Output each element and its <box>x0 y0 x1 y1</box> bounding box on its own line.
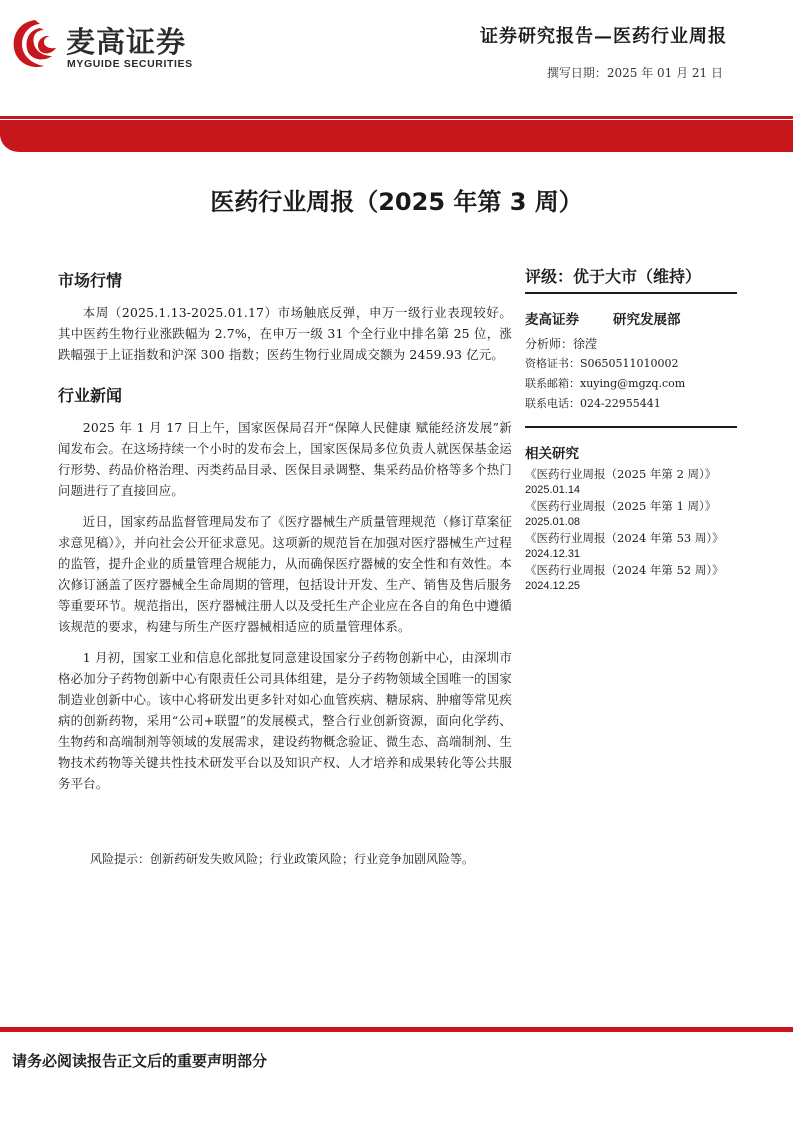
related-research-item[interactable] <box>525 498 737 530</box>
news-paragraph: 近日，国家药品监督管理局发布了《医疗器械生产质量管理规范（修订草案征求意见稿）》，并向社会公开征求意见。这项新的规范旨在加强对医疗器械生产过程的监管，提升企业的质量管理合规能力，从而确保医疗器械的安全性和有效性。本次修订涵盖了医疗器械全生命周期的管理，包括设计开发、生产、销售及售后服务等重要环节。规范指出，医疗器械注册人以及受托生产企业应在各自的角色中遵循该规范的要求，构建与所生产医疗器械相适应的质量管理体系。 <box>58 514 512 634</box>
divider <box>525 426 737 428</box>
department-name: 研究发展部 <box>613 312 681 328</box>
related-title[interactable]: 《医药行业周报（2024 年第 52 周）》 <box>525 563 724 577</box>
divider <box>525 292 737 294</box>
related-date: 2024.12.25 <box>525 580 581 592</box>
contact-phone: 联系电话：024-22955441 <box>525 397 661 410</box>
disclaimer-notice: 请务必阅读报告正文后的重要声明部分 <box>12 1052 268 1070</box>
risk-warning: 风险提示：创新药研发失败风险；行业政策风险；行业竞争加剧风险等。 <box>90 852 475 866</box>
contact-email[interactable]: 联系邮箱：xuying@mgzq.com <box>525 377 686 390</box>
logo-chinese-name: 麦高证券 <box>66 25 187 59</box>
related-title[interactable]: 《医药行业周报（2025 年第 1 周）》 <box>525 499 717 513</box>
report-date: 撰写日期：2025 年 01 月 21 日 <box>546 66 723 80</box>
related-research-item[interactable] <box>525 562 737 594</box>
related-date: 2025.01.14 <box>525 484 581 496</box>
related-date: 2024.12.31 <box>525 548 581 560</box>
related-research-heading: 相关研究 <box>525 446 579 462</box>
sidebar <box>525 262 737 594</box>
logo <box>10 14 220 76</box>
analyst: 分析师：徐滢 <box>525 337 598 351</box>
related-title[interactable]: 《医药行业周报（2025 年第 2 周）》 <box>525 467 717 481</box>
news-paragraph: 1 月初，国家工业和信息化部批复同意建设国家分子药物创新中心，由深圳市格必加分子药物创新中心有限责任公司具体组建，是分子药物领域全国唯一的国家制造业创新中心。该中心将研发出更多针对如心血管疾病、糖尿病、肿瘤等常见疾病的创新药物，采用“公司+联盟”的发展模式，整合行业创新资源，面向化学药、生物药和高端制剂等领域的发展需求，建设药物概念验证、微生态、高端制剂、生物技术药物等关键共性技术研发平台以及知识产权、人才培养和成果转化等公共服务平台。 <box>58 650 512 791</box>
myguide-logo-icon <box>10 18 60 70</box>
rating: 评级：优于大市（维持） <box>525 267 702 286</box>
news-paragraph: 2025 年 1 月 17 日上午，国家医保局召开“保障人民健康 赋能经济发展”新闻发布会。在这场持续一个小时的发布会上，国家医保局多位负责人就医保基金运行形势、药品价格治理、丙类药品目录、医保目录调整、集采药品价格等多个热门问题进行了直接回应。 <box>58 420 512 498</box>
related-research-item[interactable] <box>525 466 737 498</box>
firm-name: 麦高证券 <box>525 312 579 328</box>
main-content <box>58 268 512 794</box>
report-type: 证券研究报告—医药行业周报 <box>480 26 727 47</box>
firm-row <box>525 308 737 328</box>
market-heading: 市场行情 <box>58 271 123 290</box>
logo-english-name: MYGUIDE SECURITIES <box>67 58 193 70</box>
license-number: 资格证书：S0650511010002 <box>525 357 679 370</box>
related-research-item[interactable] <box>525 530 737 562</box>
related-title[interactable]: 《医药行业周报（2024 年第 53 周）》 <box>525 531 724 545</box>
market-paragraph: 本周（2025.1.13-2025.01.17）市场触底反弹，申万一级行业表现较好。其中医药生物行业涨跌幅为 2.7%，在申万一级 31 个全行业中排名第 25 位，涨跌幅强于上证指数和沪深 300 指数；医药生物行业周成交额为 2459.93 亿元。 <box>58 305 512 362</box>
footer-red-rule <box>0 1027 793 1032</box>
related-date: 2025.01.08 <box>525 516 581 528</box>
news-heading: 行业新闻 <box>58 386 123 405</box>
header-red-banner <box>0 116 793 156</box>
report-title: 医药行业周报（2025 年第 3 周） <box>210 188 583 216</box>
